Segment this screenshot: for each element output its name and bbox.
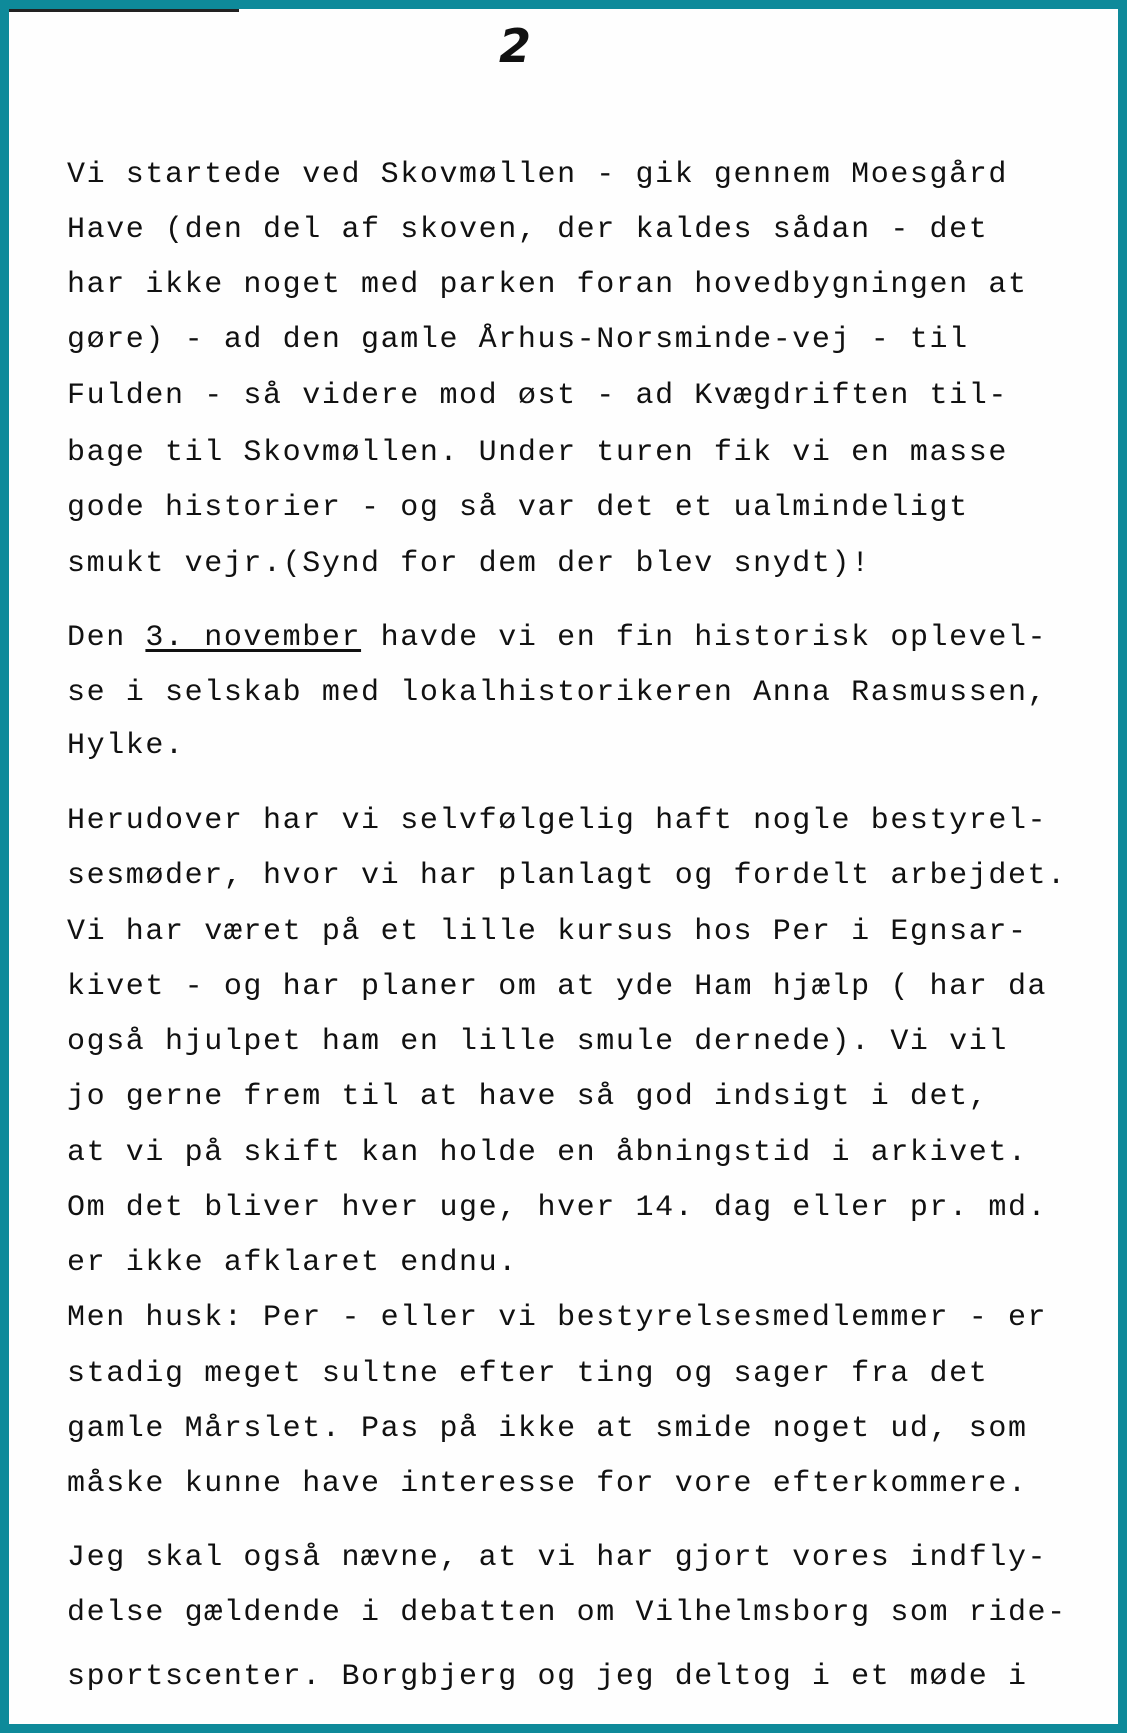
text-line: bage til Skovmøllen. Under turen fik vi en masse bbox=[67, 436, 1008, 470]
text-line: stadig meget sultne efter ting og sager fra det bbox=[67, 1357, 989, 1391]
text-line: gode historier - og så var det et ualmindeligt bbox=[67, 491, 969, 525]
text-suffix: havde vi en fin historisk oplevel- bbox=[361, 621, 1048, 655]
text-line: at vi på skift kan holde en åbningstid i arkivet. bbox=[67, 1136, 1028, 1170]
text-line: også hjulpet ham en lille smule dernede). Vi vil bbox=[67, 1025, 1008, 1059]
text-line: delse gældende i debatten om Vilhelmsborg som ride- bbox=[67, 1596, 1067, 1630]
text-line: smukt vejr.(Synd for dem der blev snydt)! bbox=[67, 547, 871, 581]
text-line: Om det bliver hver uge, hver 14. dag eller pr. md. bbox=[67, 1191, 1048, 1225]
text-line: Have (den del af skoven, der kaldes sådan - det bbox=[67, 213, 989, 247]
text-line: kivet - og har planer om at yde Ham hjælp ( har da bbox=[67, 970, 1048, 1004]
text-line: Jeg skal også nævne, at vi har gjort vores indfly- bbox=[67, 1541, 1048, 1575]
text-line: Hylke. bbox=[67, 729, 185, 763]
text-line: sportscenter. Borgbjerg og jeg deltog i et møde i bbox=[67, 1660, 1028, 1694]
text-line: gamle Mårslet. Pas på ikke at smide noget ud, som bbox=[67, 1412, 1028, 1446]
text-line: måske kunne have interesse for vore efterkommere. bbox=[67, 1467, 1028, 1501]
text-line: har ikke noget med parken foran hovedbygningen at bbox=[67, 268, 1028, 302]
text-line: se i selskab med lokalhistorikeren Anna Rasmussen, bbox=[67, 676, 1048, 710]
text-line: gøre) - ad den gamle Århus-Norsminde-vej - til bbox=[67, 323, 969, 357]
underlined-date: 3. november bbox=[145, 621, 362, 655]
text-line: Vi har været på et lille kursus hos Per i Egnsar- bbox=[67, 915, 1028, 949]
text-line: sesmøder, hvor vi har planlagt og fordelt arbejdet. bbox=[67, 859, 1067, 893]
page-number: 2 bbox=[499, 19, 532, 73]
text-line: jo gerne frem til at have så god indsigt i det, bbox=[67, 1080, 989, 1114]
text-line: Men husk: Per - eller vi bestyrelsesmedlemmer - er bbox=[67, 1301, 1048, 1335]
text-line: Herudover har vi selvfølgelig haft nogle bestyrel- bbox=[67, 804, 1048, 838]
document-page bbox=[9, 9, 1118, 1724]
text-line: Vi startede ved Skovmøllen - gik gennem Moesgård bbox=[67, 158, 1008, 192]
text-prefix: Den bbox=[67, 621, 146, 655]
text-line: Fulden - så videre mod øst - ad Kvægdriften til- bbox=[67, 379, 1008, 413]
scan-edge-mark bbox=[9, 9, 239, 12]
text-line: er ikke afklaret endnu. bbox=[67, 1246, 518, 1280]
text-line bbox=[67, 620, 1047, 656]
